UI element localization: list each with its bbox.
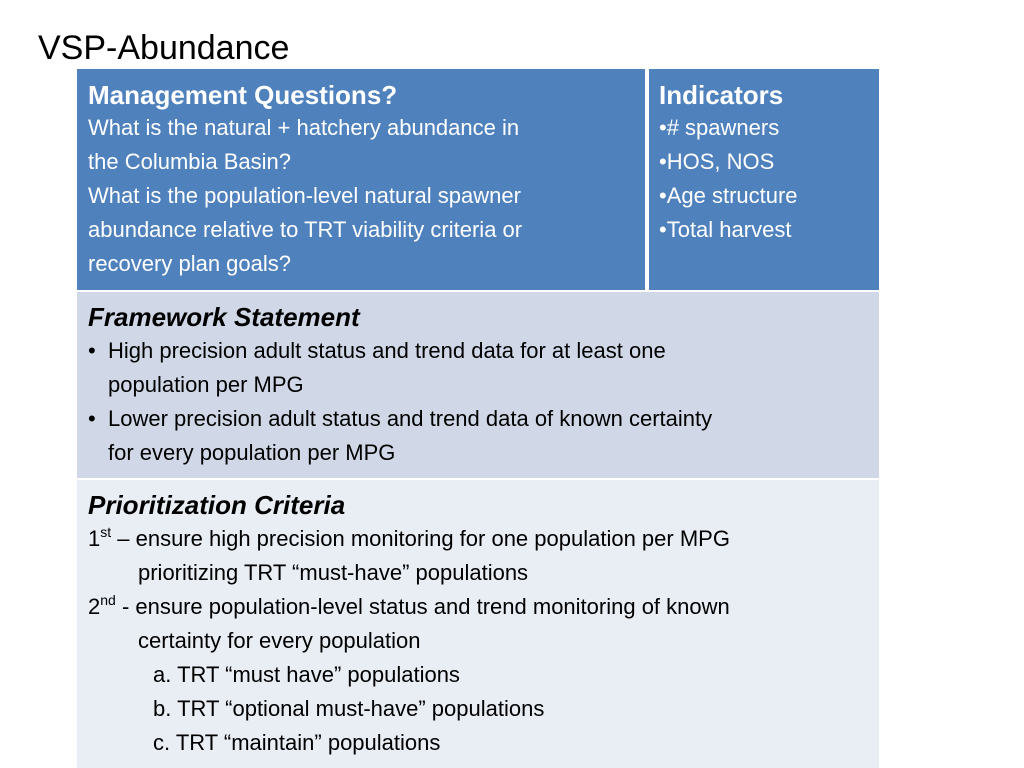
indicator-item: •# spawners: [659, 115, 780, 140]
priority-2-line: [88, 590, 867, 624]
framework-bullet-line: Lower precision adult status and trend data of known certainty: [108, 406, 713, 431]
priority-1-continuation: prioritizing TRT “must-have” populations: [138, 560, 529, 585]
priority-subitem: c. TRT “maintain” populations: [153, 730, 441, 755]
priority-number: 1: [88, 526, 101, 551]
priority-number: 2: [88, 594, 101, 619]
content-table: [77, 69, 879, 768]
priority-subitem: a. TRT “must have” populations: [153, 662, 460, 687]
ordinal-suffix: st: [100, 524, 112, 540]
indicator-item: •Age structure: [659, 183, 798, 208]
framework-heading: Framework Statement: [88, 302, 360, 332]
framework-statement-row: [77, 292, 879, 478]
indicators-cell: [649, 69, 879, 290]
bullet-icon: •: [88, 406, 96, 431]
framework-bullet-1: [88, 334, 867, 402]
prioritization-criteria-row: [77, 480, 879, 768]
indicators-heading: Indicators: [659, 80, 784, 110]
management-question-line: abundance relative to TRT viability criteria or: [88, 217, 523, 242]
management-question-line: What is the natural + hatchery abundance in: [88, 115, 520, 140]
bullet-icon: •: [88, 338, 96, 363]
management-questions-heading: Management Questions?: [88, 80, 398, 110]
framework-bullet-line: for every population per MPG: [108, 440, 396, 465]
slide-title: VSP-Abundance: [38, 29, 290, 67]
framework-bullet-line: High precision adult status and trend data for at least one: [108, 338, 666, 363]
priority-subitem: b. TRT “optional must-have” populations: [153, 696, 545, 721]
ordinal-suffix: nd: [100, 592, 116, 608]
management-question-line: the Columbia Basin?: [88, 149, 292, 174]
management-question-line: What is the population-level natural spawner: [88, 183, 521, 208]
management-question-line: recovery plan goals?: [88, 251, 292, 276]
prioritization-heading: Prioritization Criteria: [88, 490, 346, 520]
header-row: [77, 69, 879, 290]
indicator-item: •HOS, NOS: [659, 149, 775, 174]
priority-1-line: [88, 522, 867, 556]
priority-text: - ensure population-level status and trend monitoring of known: [115, 594, 730, 619]
indicator-item: •Total harvest: [659, 217, 792, 242]
priority-2-continuation: certainty for every population: [138, 628, 421, 653]
framework-bullet-2: [88, 402, 867, 470]
management-questions-cell: [77, 69, 647, 290]
priority-text: – ensure high precision monitoring for one population per MPG: [111, 526, 730, 551]
framework-bullet-line: population per MPG: [108, 372, 304, 397]
